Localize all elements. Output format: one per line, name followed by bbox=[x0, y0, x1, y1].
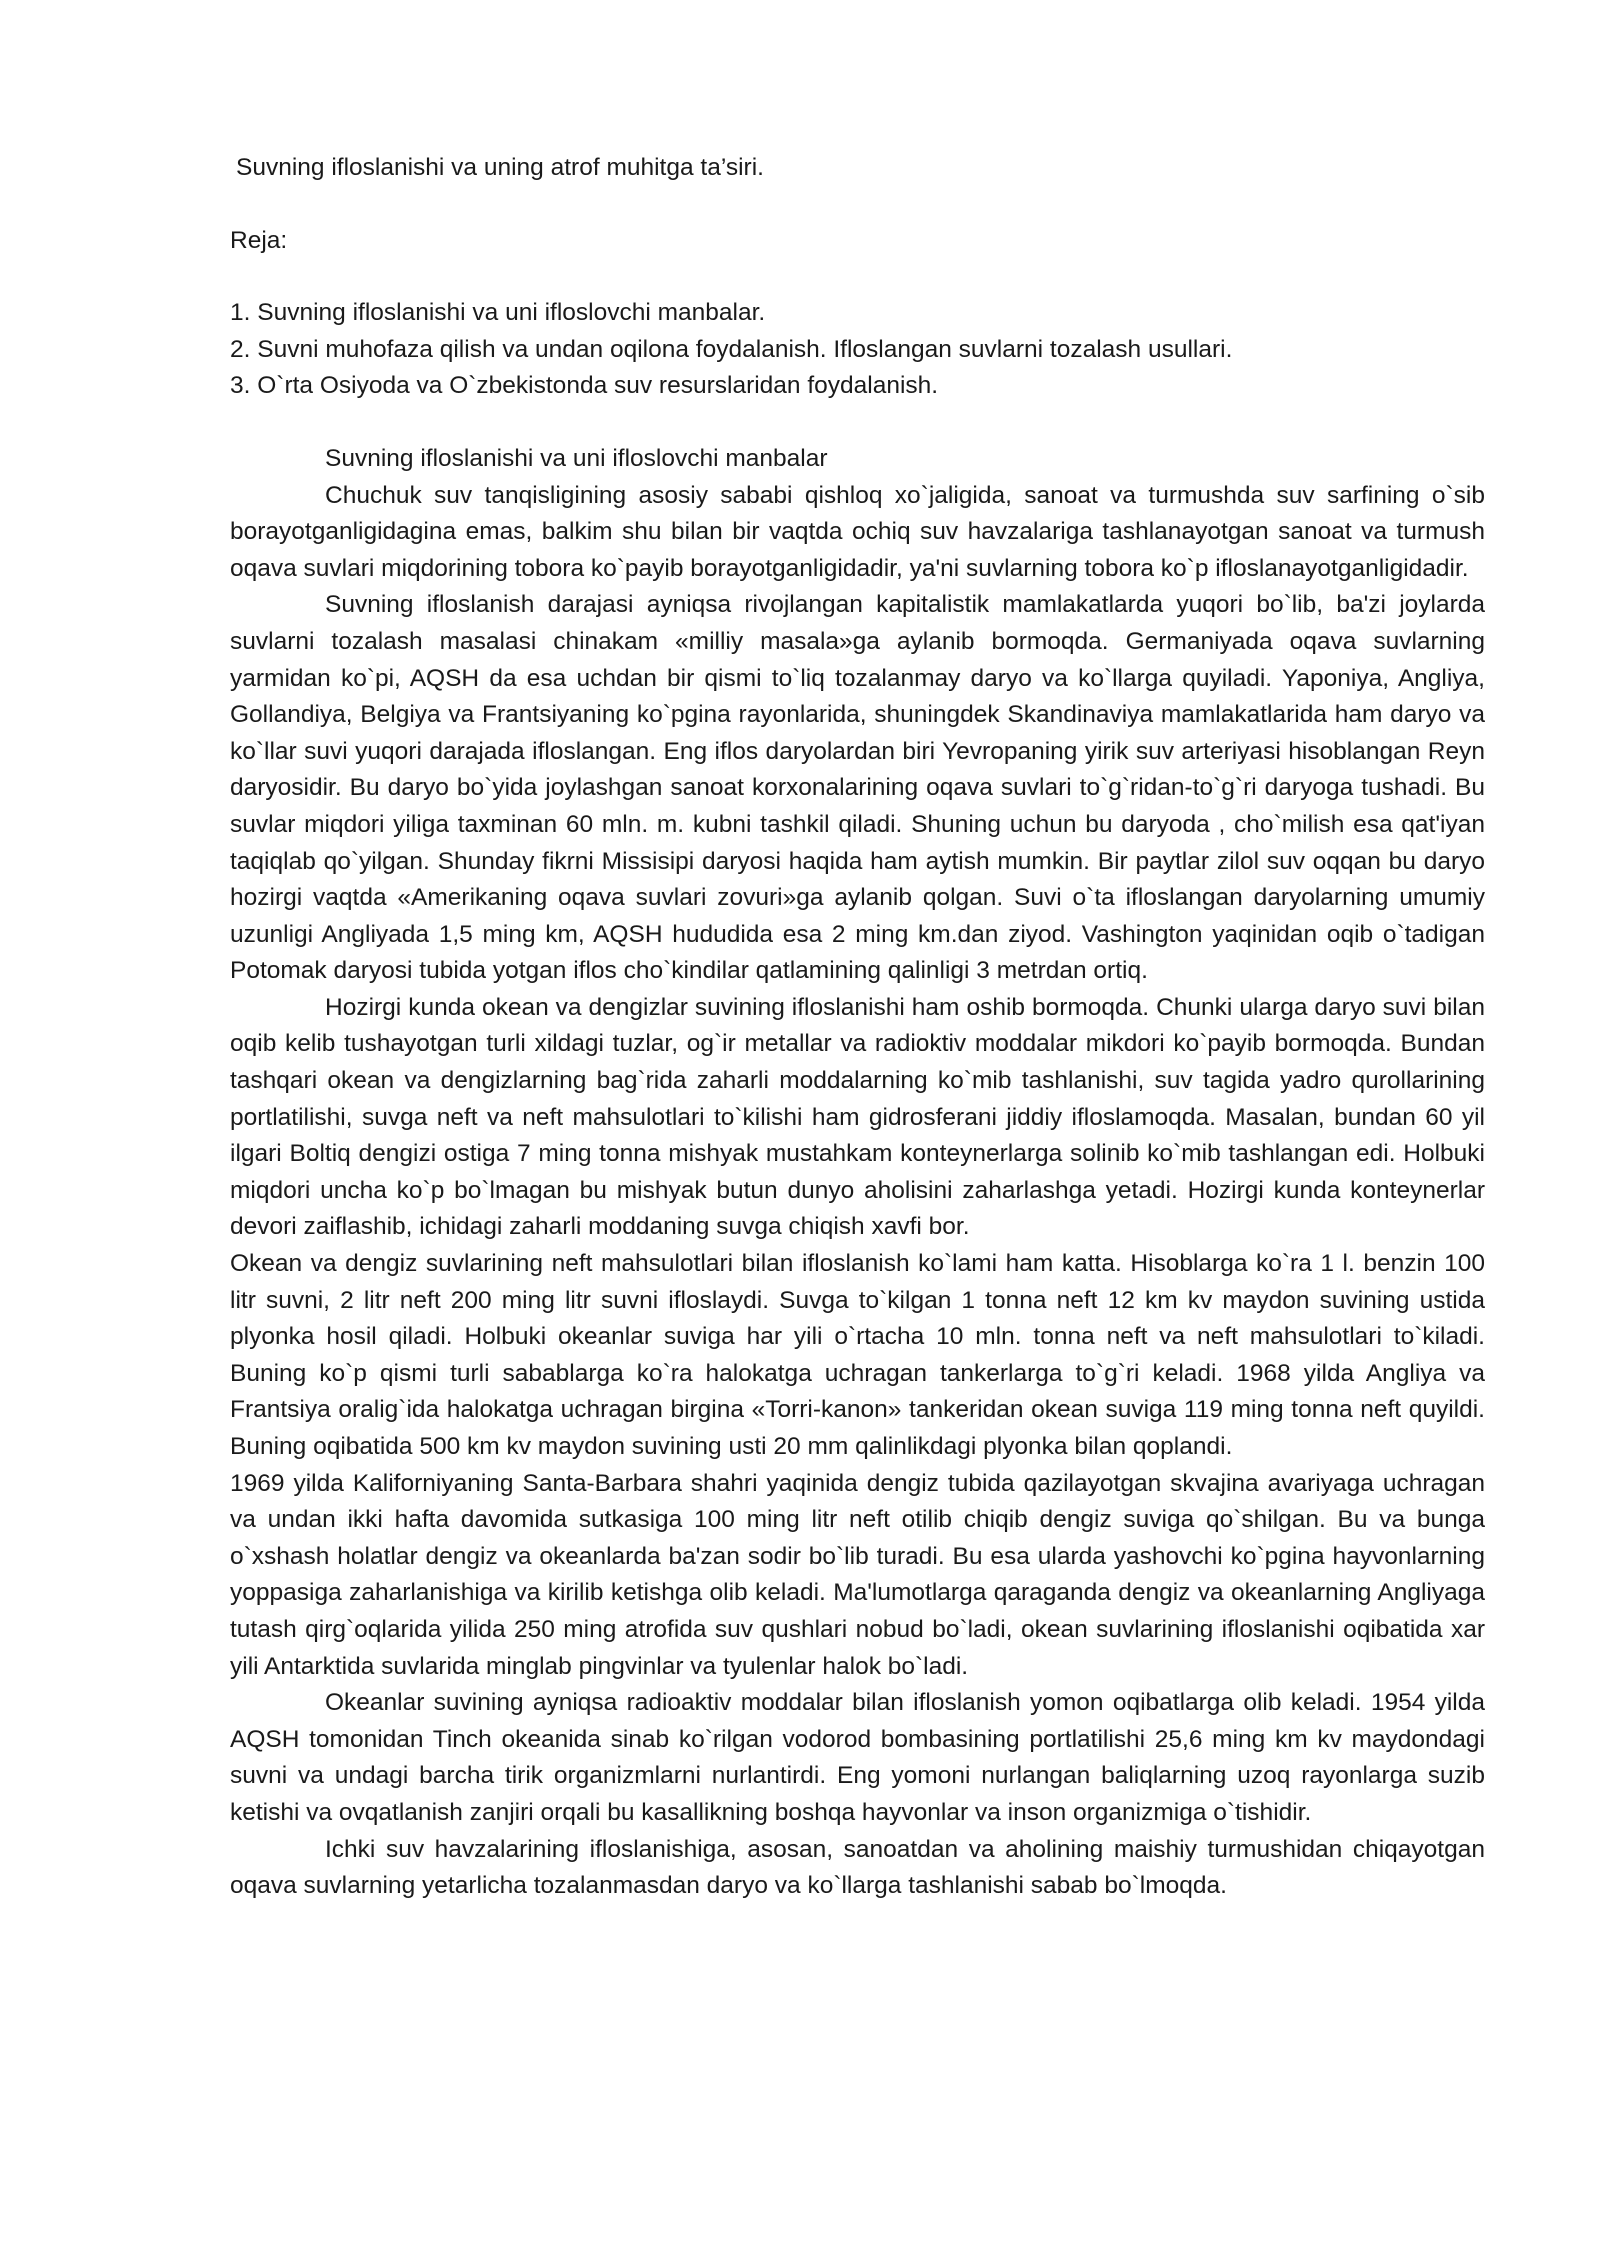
plan-label: Reja: bbox=[230, 226, 288, 254]
section-heading: Suvning ifloslanishi va uni ifloslovchi manbalar bbox=[325, 444, 828, 472]
paragraph: 1969 yilda Kaliforniyaning Santa-Barbara shahri yaqinida dengiz tubida qazilayotgan skvajina avariyaga uchragan va undan ikki hafta davomida sutkasiga 100 ming litr neft otilib chiqib dengiz suviga qo`shilgan. Bu va bunga o`xshash holatlar dengiz va okeanlarda ba'zan sodir bo`lib turadi. Bu esa ularda yashovchi ko`pgina hayvonlarning yoppasiga zaharlanishiga va kirilib ketishga olib keladi. Ma'lumotlarga qaraganda dengiz va okeanlarning Angliyaga tutash qirg`oqlarida yilida 250 ming atrofida suv qushlari nobud bo`ladi, okean suvlarining ifloslanishi oqibatida xar yili Antarktida suvlarida minglab pingvinlar va tyulenlar halok bo`ladi. bbox=[230, 1469, 1485, 1680]
paragraph: Suvning ifloslanish darajasi ayniqsa rivojlangan kapitalistik mamlakatlarda yuqori bo`lib, ba'zi joylarda suvlarni tozalash masalasi chinakam «milliy masala»ga aylanib bormoqda. Germaniyada oqava suvlarning yarmidan ko`pi, AQSH da esa uchdan bir qismi to`liq tozalanmay daryo va ko`llarga quyiladi. Yaponiya, Angliya, Gollandiya, Belgiya va Frantsiyaning ko`pgina rayonlarida, shuningdek Skandinaviya mamlakatlarida ham daryo va ko`llar suvi yuqori darajada ifloslangan. Eng iflos daryolardan biri Yevropaning yirik suv arteriyasi hisoblangan Reyn daryosidir. Bu daryo bo`yida joylashgan sanoat korxonalarining oqava suvlari to`g`ridan-to`g`ri daryoga tushadi. Bu suvlar miqdori yiliga taxminan 60 mln. m. kubni tashkil qiladi. Shuning uchun bu daryoda , cho`milish esa qat'iyan taqiqlab qo`yilgan. Shunday fikrni Missisipi daryosi haqida ham aytish mumkin. Bir paytlar zilol suv oqqan bu daryo hozirgi vaqtda «Amerikaning oqava suvlari zovuri»ga aylanib qolgan. Suvi o`ta ifloslangan daryolarning umumiy uzunligi Angliyada 1,5 ming km, AQSH hududida esa 2 ming km.dan ziyod. Vashington yaqinidan oqib o`tadigan Potomak daryosi tubida yotgan iflos cho`kindilar qatlamining qalinligi 3 metrdan ortiq. bbox=[230, 591, 1485, 985]
plan-item: 1. Suvning ifloslanishi va uni ifloslovchi manbalar. bbox=[230, 299, 766, 327]
paragraph: Okeanlar suvining ayniqsa radioaktiv moddalar bilan ifloslanish yomon oqibatlarga olib keladi. 1954 yilda AQSH tomonidan Tinch okeanida sinab ko`rilgan vodorod bombasining portlatilishi 25,6 ming km kv maydondagi suvni va undagi barcha tirik organizmlarni nurlantirdi. Eng yomoni nurlangan baliqlarning uzoq rayonlarga suzib ketishi va ovqatlanish zanjiri orqali bu kasallikning boshqa hayvonlar va inson organizmiga o`tishidir. bbox=[230, 1689, 1485, 1826]
plan-list bbox=[230, 295, 1485, 405]
plan-item: 2. Suvni muhofaza qilish va undan oqilona foydalanish. Ifloslangan suvlarni tozalash usullari. bbox=[230, 335, 1233, 363]
paragraph: Hozirgi kunda okean va dengizlar suvining ifloslanishi ham oshib bormoqda. Chunki ularga daryo suvi bilan oqib kelib tushayotgan turli xildagi tuzlar, og`ir metallar va radioktiv moddalar mikdori ko`payib bormoqda. Bundan tashqari okean va dengizlarning bag`rida zaharli moddalarning ko`mib tashlanishi, suv tagida yadro qurollarining portlatilishi, suvga neft va neft mahsulotlari to`kilishi ham gidrosferani jiddiy ifloslamoqda. Masalan, bundan 60 yil ilgari Boltiq dengizi ostiga 7 ming tonna mishyak mustahkam konteynerlarga solinib ko`mib tashlangan edi. Holbuki miqdori uncha ko`p bo`lmagan bu mishyak butun dunyo aholisini zaharlashga yetadi. Hozirgi kunda konteynerlar devori zaiflashib, ichidagi zaharli moddaning suvga chiqish xavfi bor. bbox=[230, 993, 1485, 1241]
paragraph: Chuchuk suv tanqisligining asosiy sababi qishloq xo`jaligida, sanoat va turmushda suv sarfining o`sib borayotganligidagina emas, balkim shu bilan bir vaqtda ochiq suv havzalariga tashlanayotgan sanoat va turmush oqava suvlari miqdorining tobora ko`payib borayotganligidadir, ya'ni suvlarning tobora ko`p ifloslanayotganligidadir. bbox=[230, 481, 1485, 582]
document-page bbox=[230, 150, 1485, 1905]
document-title: Suvning ifloslanishi va uning atrof muhitga ta’siri. bbox=[236, 154, 764, 181]
plan-item: 3. O`rta Osiyoda va O`zbekistonda suv resurslaridan foydalanish. bbox=[230, 372, 939, 400]
paragraph: Okean va dengiz suvlarining neft mahsulotlari bilan ifloslanish ko`lami ham katta. Hisoblarga ko`ra 1 l. benzin 100 litr suvni, 2 litr neft 200 ming litr suvni ifloslaydi. Suvga to`kilgan 1 tonna neft 12 km kv maydon suvining ustida plyonka hosil qiladi. Holbuki okeanlar suviga har yili o`rtacha 10 mln. tonna neft va neft mahsulotlari to`kiladi. Buning ko`p qismi turli sabablarga ko`ra halokatga uchragan tankerlarga to`g`ri keladi. 1968 yilda Angliya va Frantsiya oralig`ida halokatga uchragan birgina «Torri-kanon» tankeridan okean suviga 119 ming tonna neft quyildi. Buning oqibatida 500 km kv maydon suvining usti 20 mm qalinlikdagi plyonka bilan qoplandi. bbox=[230, 1250, 1485, 1460]
paragraph: Ichki suv havzalarining ifloslanishiga, asosan, sanoatdan va aholining maishiy turmushidan chiqayotgan oqava suvlarning yetarlicha tozalanmasdan daryo va ko`llarga tashlanishi sabab bo`lmoqda. bbox=[230, 1835, 1485, 1900]
